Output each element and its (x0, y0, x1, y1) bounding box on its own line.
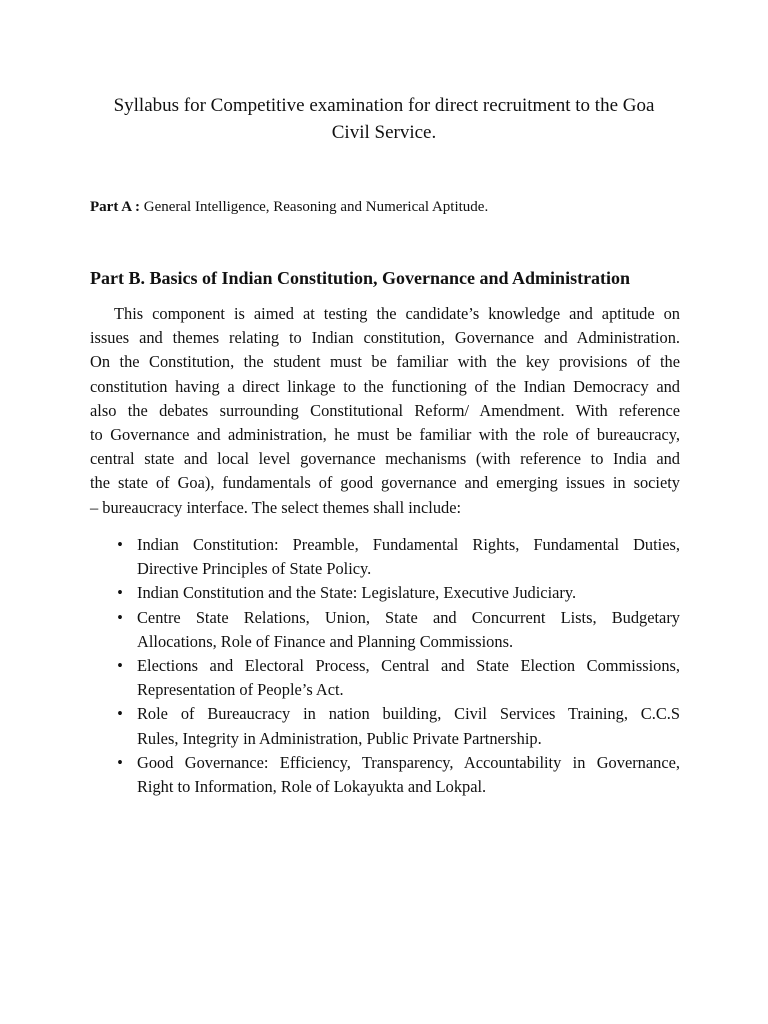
part-a-line (90, 196, 488, 218)
bullet-line: Rules, Integrity in Administration, Public Private Partnership. (137, 728, 542, 748)
bullet-line: Indian Constitution and the State: Legislature, Executive Judiciary. (137, 583, 577, 603)
bullet-line: Good Governance: Efficiency, Transparency, Accountability in Governance, (137, 752, 680, 772)
bullet-line: Right to Information, Role of Lokayukta and Lokpal. (137, 777, 487, 797)
paragraph-line: issues and themes relating to Indian constitution, Governance and Administration. (90, 328, 680, 348)
list-item (90, 751, 680, 799)
bullet-icon: • (117, 535, 123, 554)
paragraph-line: – bureaucracy interface. The select themes shall include: (90, 497, 462, 517)
document-title (60, 92, 708, 146)
bullet-line: Representation of People’s Act. (137, 680, 344, 700)
paragraph-line: also the debates surrounding Constitutional Reform/ Amendment. With reference (90, 400, 680, 420)
paragraph-line: This component is aimed at testing the candidate’s knowledge and aptitude on (114, 304, 680, 323)
bullet-line: Elections and Electoral Process, Central and State Election Commissions, (137, 656, 680, 676)
bullet-line: Indian Constitution: Preamble, Fundamental Rights, Fundamental Duties, (137, 535, 680, 554)
bullet-icon: • (117, 583, 123, 603)
paragraph-line: the state of Goa), fundamentals of good governance and emerging issues in society (90, 473, 680, 493)
bullet-line: Role of Bureaucracy in nation building, Civil Services Training, C.C.S (137, 704, 680, 724)
title-line: Syllabus for Competitive examination for direct recruitment to the Goa (113, 95, 655, 116)
part-a-text: General Intelligence, Reasoning and Numerical Aptitude. (143, 199, 489, 215)
bullet-icon: • (117, 752, 123, 772)
list-item (90, 606, 680, 654)
list-item (90, 533, 680, 581)
part-b-paragraph (90, 302, 680, 520)
list-item (90, 702, 680, 750)
bullet-icon: • (117, 656, 123, 676)
bullet-line: Centre State Relations, Union, State and Concurrent Lists, Budgetary (137, 607, 680, 627)
themes-bullet-list (90, 533, 680, 799)
list-item (90, 654, 680, 702)
part-a-label: Part A : (90, 199, 140, 215)
title-line: Civil Service. (331, 122, 437, 143)
part-b-heading: Part B. Basics of Indian Constitution, Governance and Administration (90, 268, 631, 288)
bullet-line: Allocations, Role of Finance and Planning Commissions. (137, 631, 514, 651)
bullet-icon: • (117, 607, 123, 627)
paragraph-line: constitution having a direct linkage to the functioning of the Indian Democracy and (90, 376, 680, 396)
paragraph-line: On the Constitution, the student must be familiar with the key provisions of the (90, 352, 680, 372)
paragraph-line: to Governance and administration, he must be familiar with the role of bureaucracy, (90, 425, 680, 445)
bullet-icon: • (117, 704, 123, 724)
list-item (90, 581, 680, 605)
paragraph-line: central state and local level governance mechanisms (with reference to India and (90, 449, 680, 469)
bullet-line: Directive Principles of State Policy. (137, 559, 372, 579)
